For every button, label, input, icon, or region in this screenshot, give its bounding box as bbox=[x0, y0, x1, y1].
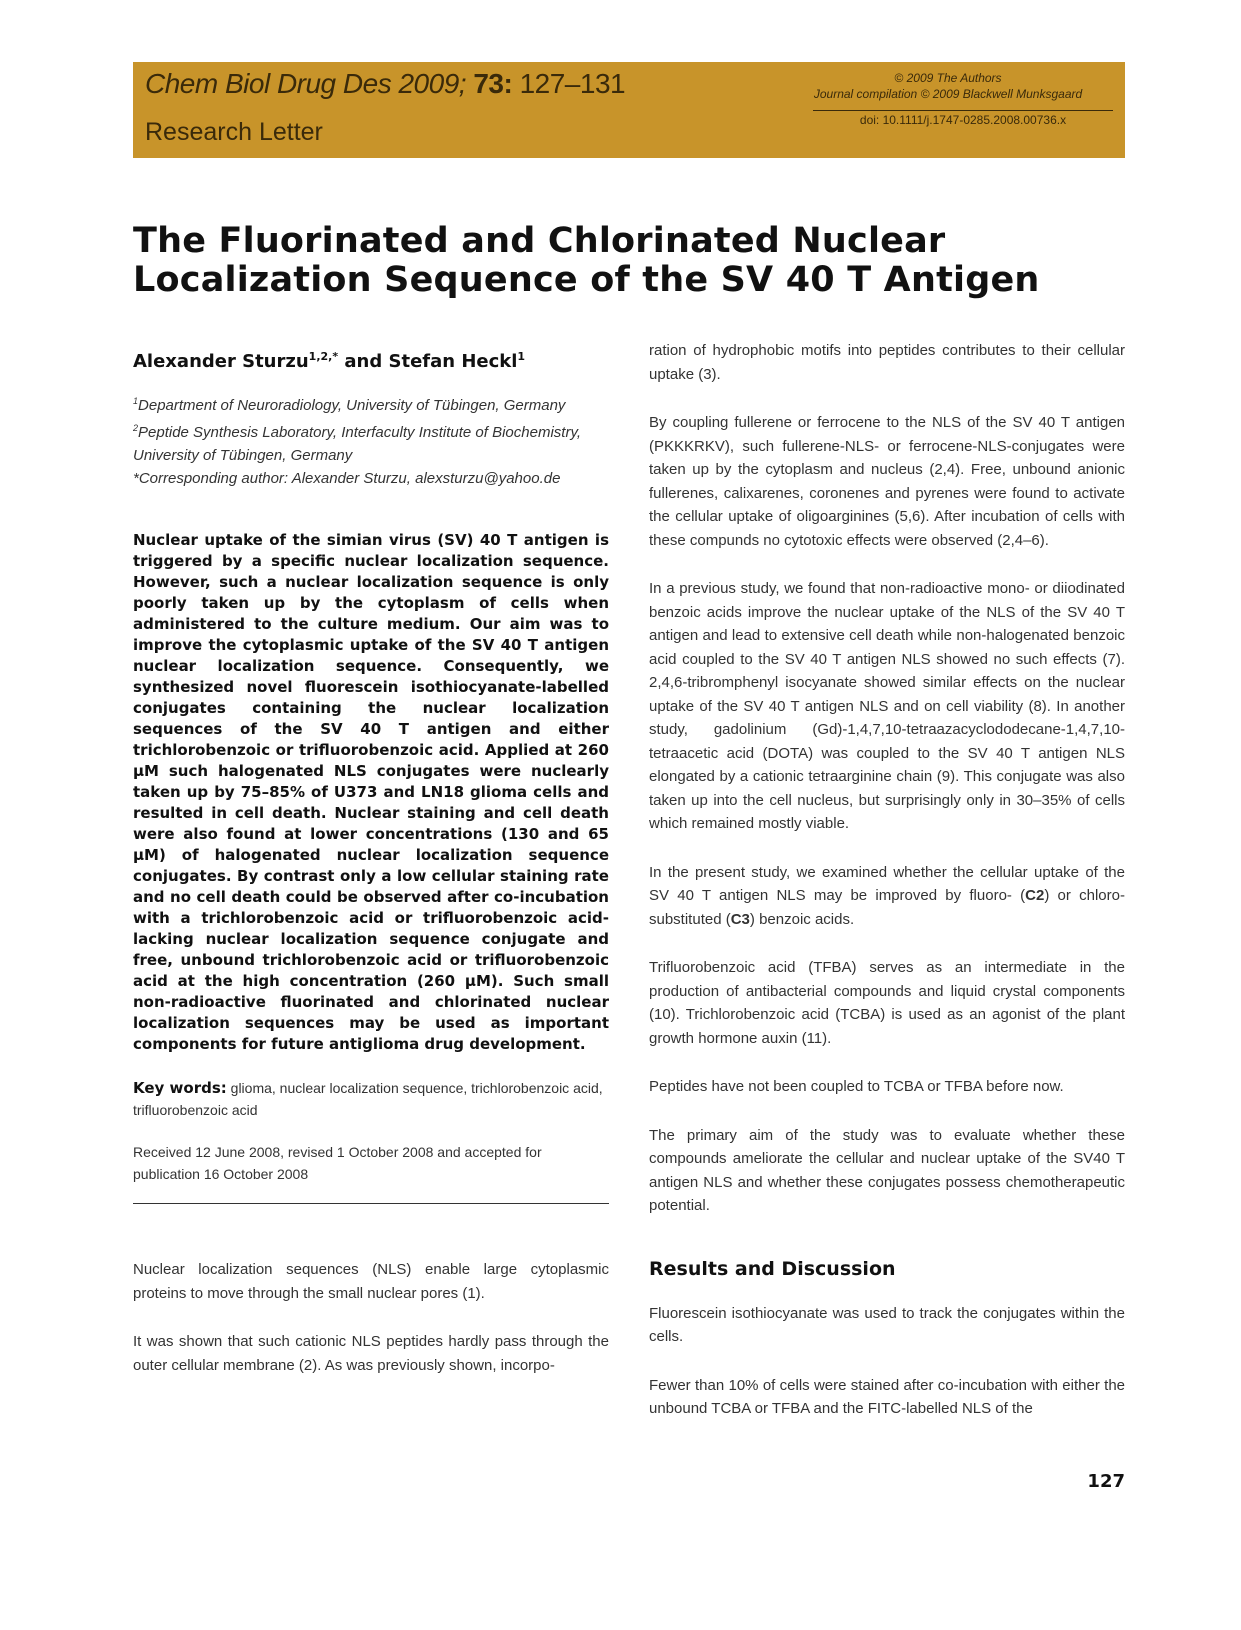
doi: doi: 10.1111/j.1747-0285.2008.00736.x bbox=[813, 110, 1113, 127]
keywords-text: glioma, nuclear localization sequence, trichlorobenzoic acid, trifluorobenzoic acid bbox=[133, 1080, 603, 1118]
keywords-label: Key words: bbox=[133, 1079, 227, 1097]
affiliations bbox=[133, 390, 609, 490]
author-name: Stefan Heckl bbox=[388, 351, 518, 372]
author-conjunction: and bbox=[338, 351, 389, 372]
compound-label: C3 bbox=[730, 910, 750, 928]
body-paragraph: In a previous study, we found that non-radioactive mono- or diiodinated benzoic acids improve the nuclear uptake of the NLS of the SV 40 T antigen and lead to extensive cell death while non-halogenated benzoic acid coupled to the SV 40 T antigen NLS showed no such effects (7). 2,4,6-tribromphenyl isocyanate showed similar effects on the nuclear uptake of the SV 40 T antigen NLS and on cell viability (8). In another study, gadolinium (Gd)-1,4,7,10-tetraazacyclododecane-1,4,7,10-tetraacetic acid (DOTA) was coupled to the SV 40 T antigen NLS elongated by a cationic tetraarginine chain (9). This conjugate was also taken up into the cell nucleus, but surprisingly only in 30–35% of cells which remained mostly viable. bbox=[649, 580, 1125, 832]
affiliation: $^1$Department of Neuroradiology, University of Tübingen, Germany bbox=[133, 396, 566, 414]
page-number: 127 bbox=[1087, 1471, 1125, 1492]
copyright-notice bbox=[783, 70, 1113, 102]
body-paragraph: ration of hydrophobic motifs into peptides contributes to their cellular uptake (3). bbox=[649, 342, 1125, 383]
copyright-line-2: Journal compilation © 2009 Blackwell Munksgaard bbox=[813, 87, 1083, 101]
section-heading: Results and Discussion bbox=[649, 1257, 896, 1280]
right-column bbox=[649, 340, 1125, 1446]
journal-name: Chem Biol Drug Des 2009; bbox=[145, 68, 467, 99]
abstract: Nuclear uptake of the simian virus (SV) 40 T antigen is triggered by a specific nuclear localization sequence. However, such a nuclear localization sequence is only poorly taken up by the cytoplasm of cells when administered to the culture medium. Our aim was to improve the cytoplasmic uptake of the SV 40 T antigen nuclear localization sequence. Consequently, we synthesized novel fluorescein isothiocyanate-labelled conjugates containing the nuclear localization sequences of the SV 40 T antigen and either trichlorobenzoic or trifluorobenzoic acid. Applied at 260 μM such halogenated NLS conjugates were nuclearly taken up by 75–85% of U373 and LN18 glioma cells and resulted in cell death. Nuclear staining and cell death were also found at lower concentrations (130 and 65 μM) of halogenated nuclear localization sequence conjugates. By contrast only a low cellular staining rate and no cell death could be observed after co-incubation with a trichlorobenzoic acid or trifluorobenzoic acid-lacking nuclear localization sequence conjugate and free, unbound trichlorobenzoic acid or trifluorobenzoic acid at the high concentration (260 μM). Such small non-radioactive fluorinated and chlorinated nuclear localization sequences may be used as important components for future antiglioma drug development. bbox=[133, 531, 609, 1053]
author-affiliation-marker: 1 bbox=[517, 350, 526, 363]
article-type: Research Letter bbox=[145, 118, 323, 146]
author-affiliation-marker: 1,2,* bbox=[308, 350, 339, 363]
copyright-line-1: © 2009 The Authors bbox=[894, 71, 1002, 85]
body-paragraph: Nuclear localization sequences (NLS) enable large cytoplasmic proteins to move through the small nuclear pores (1). bbox=[133, 1261, 609, 1302]
body-paragraph: Trifluorobenzoic acid (TFBA) serves as an intermediate in the production of antibacterial compounds and liquid crystal components (10). Trichlorobenzoic acid (TCBA) is used as an agonist of the plant growth hormone auxin (11). bbox=[649, 959, 1125, 1047]
journal-pages: 127–131 bbox=[519, 68, 626, 99]
body-paragraph: By coupling fullerene or ferrocene to the NLS of the SV 40 T antigen (PKKKRKV), such fullerene-NLS- or ferrocene-NLS-conjugates were taken up by the cytoplasm and nucleus (2,4). Free, unbound anionic fullerenes, calixarenes, coronenes and pyrenes were found to activate the cellular uptake of oligoarginines (5,6). After incubation of cells with these compunds no cytotoxic effects were observed (2,4–6). bbox=[649, 414, 1125, 549]
left-column bbox=[133, 340, 609, 1402]
body-paragraph: Fluorescein isothiocyanate was used to track the conjugates within the cells. bbox=[649, 1304, 1125, 1345]
affiliation: $^2$Peptide Synthesis Laboratory, Interfaculty Institute of Biochemistry, University of Tübingen, Germany bbox=[133, 423, 582, 464]
journal-citation bbox=[145, 68, 625, 100]
body-paragraph: Fewer than 10% of cells were stained after co-incubation with either the unbound TCBA or TFBA and the FITC-labelled NLS of the bbox=[649, 1376, 1125, 1417]
corresponding-author: *Corresponding author: Alexander Sturzu, alexsturzu@yahoo.de bbox=[133, 470, 561, 487]
journal-volume: 73: bbox=[473, 68, 513, 99]
keywords bbox=[133, 1077, 609, 1121]
body-paragraph: In the present study, we examined whether the cellular uptake of the SV 40 T antigen NLS may be improved by fluoro- (C2) or chloro-substituted (C3) benzoic acids. bbox=[649, 863, 1125, 928]
compound-label: C2 bbox=[1025, 887, 1045, 904]
received-dates: Received 12 June 2008, revised 1 October 2008 and accepted for publication 16 October 2008 bbox=[133, 1144, 542, 1182]
author-name: Alexander Sturzu bbox=[133, 351, 309, 372]
body-paragraph: The primary aim of the study was to evaluate whether these compounds ameliorate the cellular and nuclear uptake of the SV40 T antigen NLS and whether these conjugates possess chemotherapeutic potential. bbox=[649, 1126, 1125, 1214]
body-paragraph: Peptides have not been coupled to TCBA or TFBA before now. bbox=[649, 1078, 1064, 1095]
divider bbox=[133, 1203, 609, 1204]
journal-header-banner bbox=[133, 62, 1125, 158]
body-paragraph: It was shown that such cationic NLS peptides hardly pass through the outer cellular membrane (2). As was previously shown, incorpo- bbox=[133, 1333, 609, 1374]
author-list bbox=[133, 350, 609, 372]
article-title: The Fluorinated and Chlorinated Nuclear Localization Sequence of the SV 40 T Antigen bbox=[133, 221, 1040, 300]
